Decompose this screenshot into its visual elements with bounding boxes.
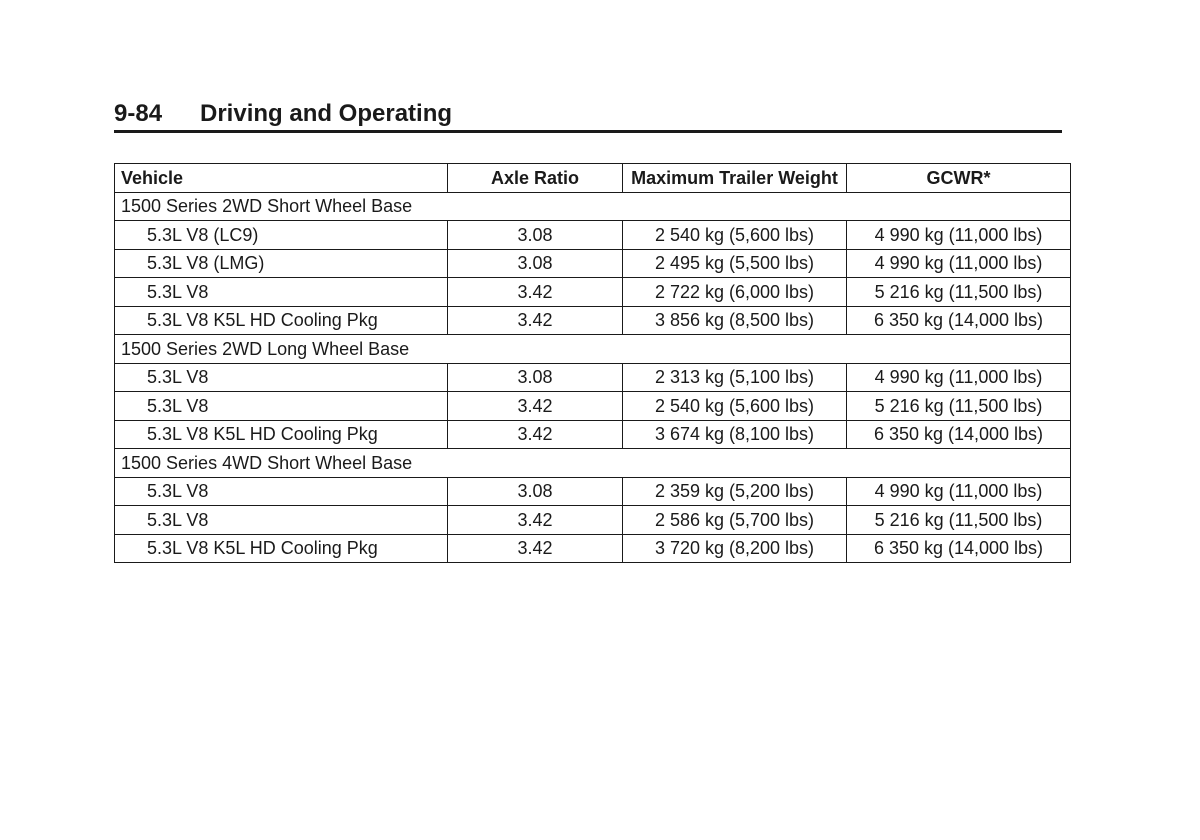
cell-gcwr: 4 990 kg (11,000 lbs)	[847, 363, 1071, 392]
cell-axle-ratio: 3.42	[448, 278, 623, 307]
table-row	[115, 534, 1071, 563]
cell-gcwr: 4 990 kg (11,000 lbs)	[847, 221, 1071, 250]
cell-max-trailer-weight: 2 540 kg (5,600 lbs)	[623, 221, 847, 250]
cell-gcwr: 5 216 kg (11,500 lbs)	[847, 278, 1071, 307]
cell-gcwr: 4 990 kg (11,000 lbs)	[847, 249, 1071, 278]
group-title: 1500 Series 4WD Short Wheel Base	[115, 449, 1071, 478]
cell-axle-ratio: 3.08	[448, 249, 623, 278]
cell-vehicle: 5.3L V8 K5L HD Cooling Pkg	[115, 534, 448, 563]
cell-gcwr: 5 216 kg (11,500 lbs)	[847, 392, 1071, 421]
cell-axle-ratio: 3.42	[448, 392, 623, 421]
cell-axle-ratio: 3.08	[448, 363, 623, 392]
group-title: 1500 Series 2WD Short Wheel Base	[115, 192, 1071, 221]
cell-gcwr: 6 350 kg (14,000 lbs)	[847, 420, 1071, 449]
cell-gcwr: 5 216 kg (11,500 lbs)	[847, 506, 1071, 535]
group-row	[115, 449, 1071, 478]
table-row	[115, 363, 1071, 392]
cell-vehicle: 5.3L V8 (LMG)	[115, 249, 448, 278]
table-row	[115, 506, 1071, 535]
cell-gcwr: 6 350 kg (14,000 lbs)	[847, 534, 1071, 563]
cell-max-trailer-weight: 3 720 kg (8,200 lbs)	[623, 534, 847, 563]
group-row	[115, 335, 1071, 364]
cell-max-trailer-weight: 2 359 kg (5,200 lbs)	[623, 477, 847, 506]
cell-vehicle: 5.3L V8 (LC9)	[115, 221, 448, 250]
table-header-row	[115, 164, 1071, 193]
cell-vehicle: 5.3L V8	[115, 506, 448, 535]
page-header	[114, 100, 1062, 133]
table-row	[115, 249, 1071, 278]
cell-vehicle: 5.3L V8 K5L HD Cooling Pkg	[115, 306, 448, 335]
cell-max-trailer-weight: 2 495 kg (5,500 lbs)	[623, 249, 847, 278]
cell-vehicle: 5.3L V8 K5L HD Cooling Pkg	[115, 420, 448, 449]
cell-axle-ratio: 3.08	[448, 221, 623, 250]
table-row	[115, 420, 1071, 449]
section-title: Driving and Operating	[200, 100, 453, 127]
column-header-axle-ratio: Axle Ratio	[448, 164, 623, 193]
cell-max-trailer-weight: 3 674 kg (8,100 lbs)	[623, 420, 847, 449]
cell-axle-ratio: 3.42	[448, 534, 623, 563]
column-header-max-trailer-weight: Maximum Trailer Weight	[623, 164, 847, 193]
cell-max-trailer-weight: 2 313 kg (5,100 lbs)	[623, 363, 847, 392]
group-row	[115, 192, 1071, 221]
cell-gcwr: 6 350 kg (14,000 lbs)	[847, 306, 1071, 335]
cell-axle-ratio: 3.42	[448, 506, 623, 535]
table-row	[115, 278, 1071, 307]
cell-max-trailer-weight: 2 722 kg (6,000 lbs)	[623, 278, 847, 307]
cell-vehicle: 5.3L V8	[115, 278, 448, 307]
cell-vehicle: 5.3L V8	[115, 477, 448, 506]
cell-gcwr: 4 990 kg (11,000 lbs)	[847, 477, 1071, 506]
cell-vehicle: 5.3L V8	[115, 363, 448, 392]
cell-axle-ratio: 3.42	[448, 420, 623, 449]
table-row	[115, 392, 1071, 421]
trailer-weight-table	[114, 163, 1071, 563]
cell-max-trailer-weight: 3 856 kg (8,500 lbs)	[623, 306, 847, 335]
cell-max-trailer-weight: 2 586 kg (5,700 lbs)	[623, 506, 847, 535]
column-header-vehicle: Vehicle	[115, 164, 448, 193]
table-row	[115, 477, 1071, 506]
cell-max-trailer-weight: 2 540 kg (5,600 lbs)	[623, 392, 847, 421]
cell-axle-ratio: 3.08	[448, 477, 623, 506]
table-row	[115, 306, 1071, 335]
table-row	[115, 221, 1071, 250]
cell-axle-ratio: 3.42	[448, 306, 623, 335]
cell-vehicle: 5.3L V8	[115, 392, 448, 421]
page-number: 9-84	[114, 100, 163, 127]
group-title: 1500 Series 2WD Long Wheel Base	[115, 335, 1071, 364]
column-header-gcwr: GCWR*	[847, 164, 1071, 193]
